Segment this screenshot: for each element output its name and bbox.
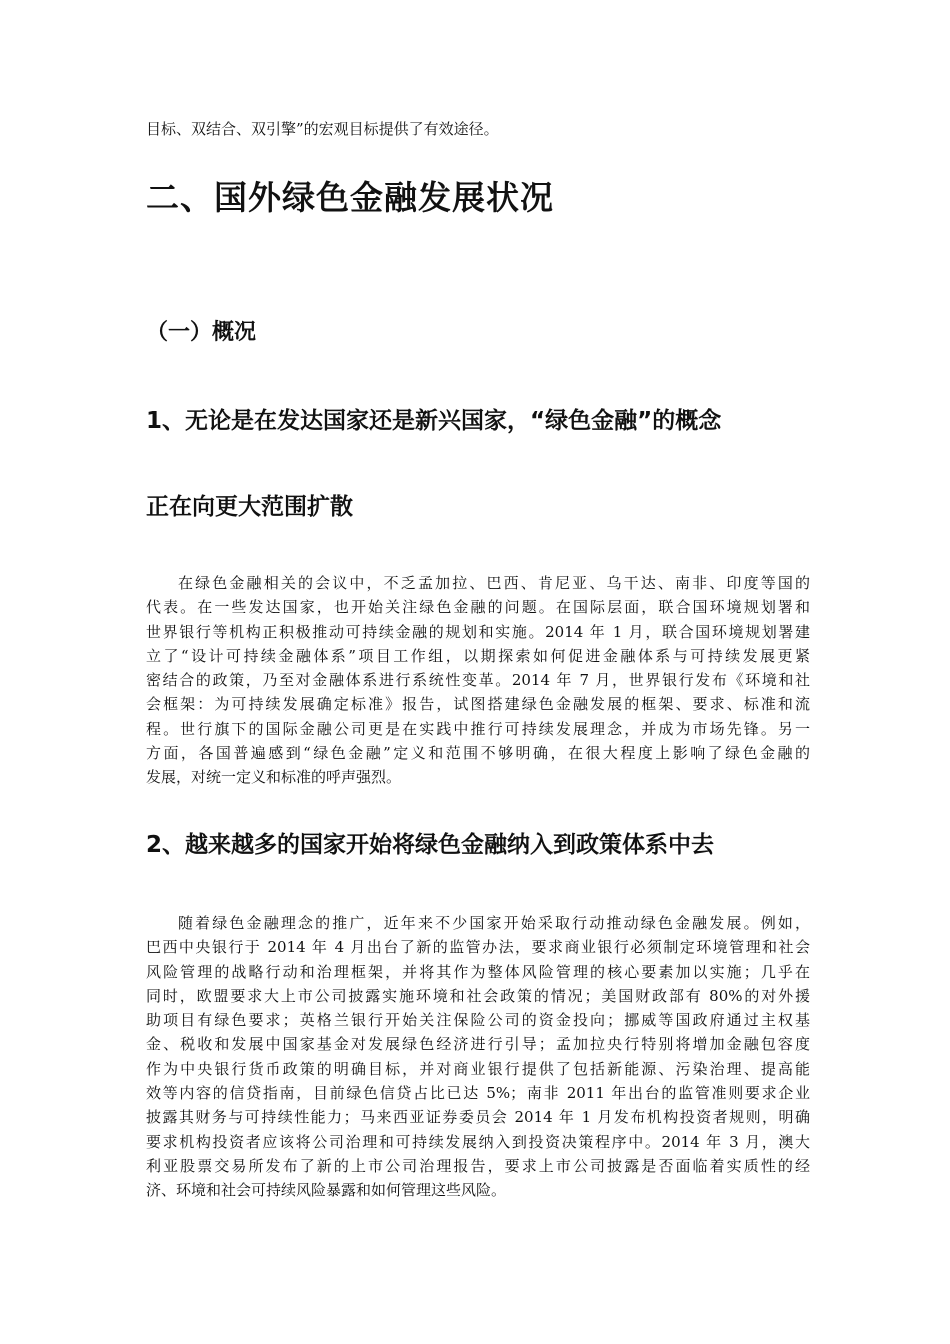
paragraph-line: 代表。在一些发达国家，也开始关注绿色金融的问题。在国际层面，联合国环境规划署和 bbox=[146, 598, 810, 617]
paragraph-2 bbox=[146, 911, 810, 1203]
paragraph-line: 程。世行旗下的国际金融公司更是在实践中推行可持续发展理念，并成为市场先锋。另一 bbox=[146, 719, 810, 738]
paragraph-line: 金、税收和发展中国家基金对发展绿色经济进行引导；孟加拉央行特别将增加金融包容度 bbox=[146, 1035, 810, 1054]
subsection-heading: （一）概况 bbox=[146, 320, 257, 345]
paragraph-line: 同时，欧盟要求大上市公司披露实施环境和社会政策的情况；美国财政部有 80%的对外援 bbox=[146, 986, 810, 1005]
paragraph-line: 助项目有绿色要求；英格兰银行开始关注保险公司的资金投向；挪威等国政府通过主权基 bbox=[146, 1011, 810, 1030]
paragraph-line: 效等内容的信贷指南，目前绿色信贷占比已达 5%；南非 2011 年出台的监管准则要求企业 bbox=[146, 1084, 810, 1103]
paragraph-line: 立了“设计可持续金融体系”项目工作组，以期探索如何促进金融体系与可持续发展更紧 bbox=[146, 646, 810, 665]
paragraph-line: 密结合的政策，乃至对金融体系进行系统性变革。2014 年 7 月，世界银行发布《环境和社 bbox=[146, 671, 810, 690]
paragraph-line: 随着绿色金融理念的推广，近年来不少国家开始采取行动推动绿色金融发展。例如， bbox=[178, 914, 810, 932]
paragraph-line: 世界银行等机构正积极推动可持续金融的规划和实施。2014 年 1 月，联合国环境规划署建 bbox=[146, 622, 810, 641]
paragraph-line: 披露其财务与可持续性能力；马来西亚证券委员会 2014 年 1 月发布机构投资者规则，明确 bbox=[146, 1108, 810, 1127]
section-heading: 二、国外绿色金融发展状况 bbox=[146, 178, 554, 217]
paragraph-line: 方面，各国普遍感到“绿色金融”定义和范围不够明确，在很大程度上影响了绿色金融的 bbox=[146, 744, 810, 763]
paragraph-line: 发展，对统一定义和标准的呼声强烈。 bbox=[146, 768, 402, 787]
paragraph-line: 利亚股票交易所发布了新的上市公司治理报告，要求上市公司披露是否面临着实质性的经 bbox=[146, 1156, 810, 1175]
paragraph-line: 风险管理的战略行动和治理框架，并将其作为整体风险管理的核心要素加以实施；几乎在 bbox=[146, 962, 810, 981]
point1-heading-line2: 正在向更大范围扩散 bbox=[146, 494, 353, 520]
point2-heading: 2、越来越多的国家开始将绿色金融纳入到政策体系中去 bbox=[146, 832, 715, 858]
paragraph-line: 在绿色金融相关的会议中，不乏孟加拉、巴西、肯尼亚、乌干达、南非、印度等国的 bbox=[178, 574, 810, 592]
paragraph-line: 要求机构投资者应该将公司治理和可持续发展纳入到投资决策程序中。2014 年 3 月，澳大 bbox=[146, 1132, 810, 1151]
paragraph-line: 巴西中央银行于 2014 年 4 月出台了新的监管办法，要求商业银行必须制定环境管理和社会 bbox=[146, 938, 810, 957]
paragraph-line: 作为中央银行货币政策的明确目标，并对商业银行提供了包括新能源、污染治理、提高能 bbox=[146, 1059, 810, 1078]
paragraph-line: 济、环境和社会可持续风险暴露和如何管理这些风险。 bbox=[146, 1181, 507, 1200]
point1-heading-line1: 1、无论是在发达国家还是新兴国家，“绿色金融”的概念 bbox=[146, 408, 722, 434]
paragraph-line: 会框架：为可持续发展确定标准》报告，试图搭建绿色金融发展的框架、要求、标准和流 bbox=[146, 695, 810, 714]
intro-paragraph-tail: 目标、双结合、双引擎”的宏观目标提供了有效途径。 bbox=[146, 120, 499, 138]
paragraph-1 bbox=[146, 571, 810, 790]
